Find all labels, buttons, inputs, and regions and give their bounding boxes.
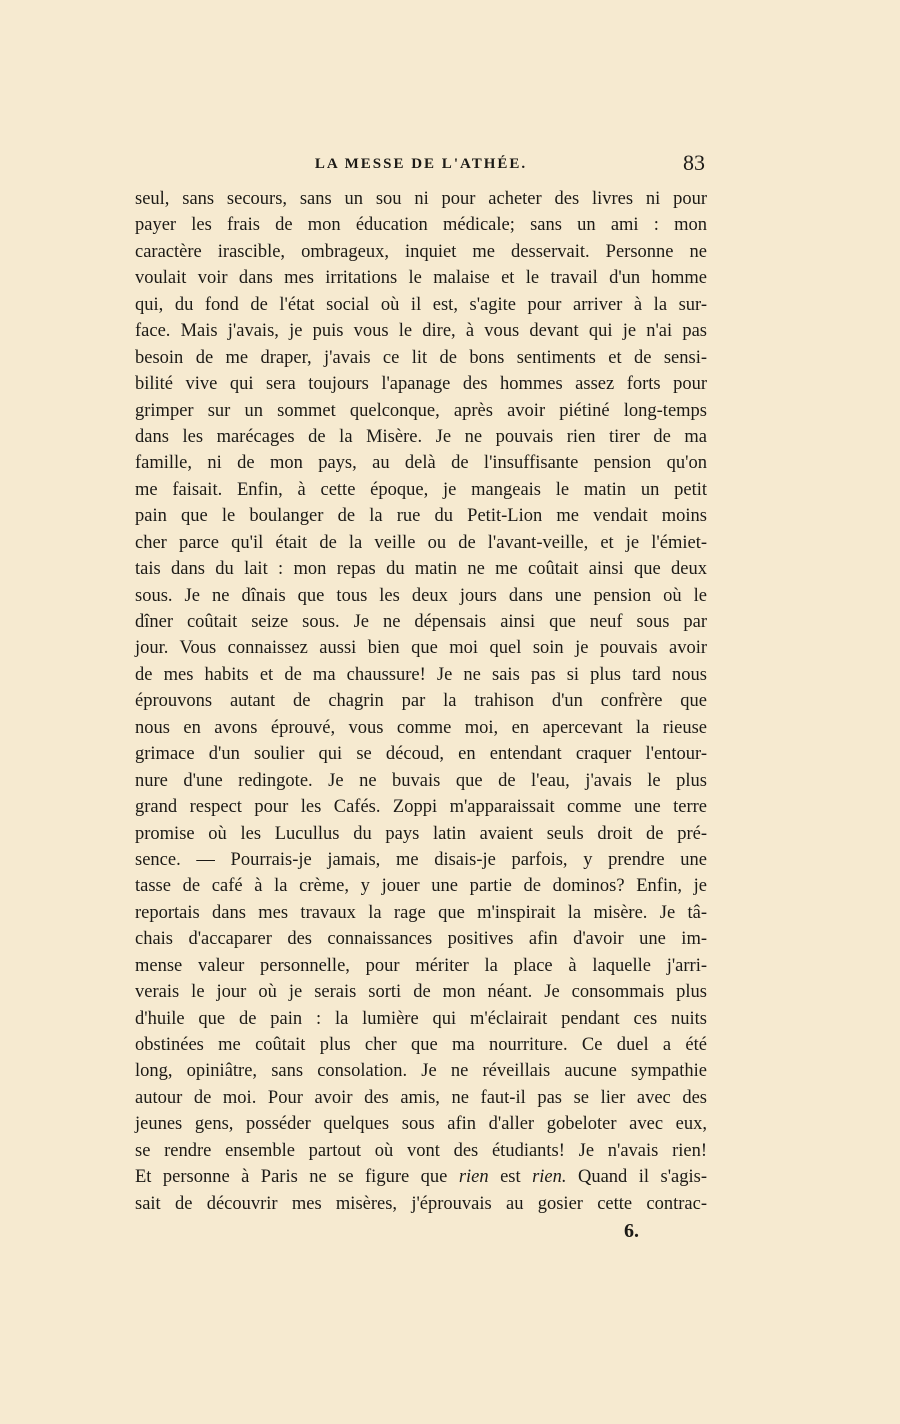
text-line: grimper sur un sommet quelconque, après avoir piétiné long-temps <box>135 400 707 421</box>
text-segment: Et personne à Paris ne se figure que <box>135 1167 459 1188</box>
running-header <box>135 150 707 180</box>
text-line: mense valeur personnelle, pour mériter la place à laquelle j'arri- <box>135 955 707 976</box>
text-line: voulait voir dans mes irritations le malaise et le travail d'un homme <box>135 268 707 289</box>
text-line: face. Mais j'avais, je puis vous le dire, à vous devant qui je n'ai pas <box>135 321 707 342</box>
text-segment: Quand il s'agis- <box>566 1167 707 1188</box>
text-line: tasse de café à la crème, y jouer une partie de dominos? Enfin, je <box>135 876 707 897</box>
text-line: seul, sans secours, sans un sou ni pour acheter des livres ni pour <box>135 189 707 209</box>
text-line: d'huile que de pain : la lumière qui m'éclairait pendant ces nuits <box>135 1008 707 1029</box>
text-line <box>135 1164 707 1190</box>
text-line: se rendre ensemble partout où vont des étudiants! Je n'avais rien! <box>135 1140 707 1161</box>
text-line: nure d'une redingote. Je ne buvais que de l'eau, j'avais le plus <box>135 770 707 791</box>
text-line: grimace d'un soulier qui se découd, en entendant craquer l'entour- <box>135 744 707 765</box>
text-line: jour. Vous connaissez aussi bien que moi quel soin je pouvais avoir <box>135 638 707 659</box>
text-line: dans les marécages de la Misère. Je ne pouvais rien tirer de ma <box>135 426 707 447</box>
text-line: besoin de me draper, j'avais ce lit de bons sentiments et de sensi- <box>135 347 707 368</box>
text-line: famille, ni de mon pays, au delà de l'insuffisante pension qu'on <box>135 453 707 474</box>
text-line: cher parce qu'il était de la veille ou de l'avant-veille, et je l'émiet- <box>135 532 707 553</box>
text-line: chais d'accaparer des connaissances positives afin d'avoir une im- <box>135 929 707 950</box>
text-line: jeunes gens, posséder quelques sous afin d'aller gobeloter avec eux, <box>135 1114 707 1135</box>
text-line: dîner coûtait seize sous. Je ne dépensais ainsi que neuf sous par <box>135 612 707 632</box>
text-line: payer les frais de mon éducation médicale; sans un ami : mon <box>135 215 707 236</box>
text-line: bilité vive qui sera toujours l'apanage des hommes assez forts pour <box>135 374 707 395</box>
text-line: qui, du fond de l'état social où il est, s'agite pour arriver à la sur- <box>135 294 707 315</box>
text-line: reportais dans mes travaux la rage que m'inspirait la misère. Je tâ- <box>135 902 707 923</box>
text-line: autour de moi. Pour avoir des amis, ne faut-il pas se lier avec des <box>135 1087 707 1108</box>
text-line: me faisait. Enfin, à cette époque, je mangeais le matin un petit <box>135 479 707 500</box>
signature-mark: 6. <box>624 1220 639 1242</box>
text-line: promise où les Lucullus du pays latin avaient seuls droit de pré- <box>135 823 707 844</box>
text-line: obstinées me coûtait plus cher que ma nourriture. Ce duel a été <box>135 1035 707 1055</box>
text-line: sait de découvrir mes misères, j'éprouvais au gosier cette contrac- <box>135 1193 707 1214</box>
page-number: 83 <box>683 150 705 175</box>
text-segment: est <box>488 1167 533 1188</box>
text-line: nous en avons éprouvé, vous comme moi, en apercevant la rieuse <box>135 717 707 738</box>
text-line: long, opiniâtre, sans consolation. Je ne réveillais aucune sympathie <box>135 1061 707 1082</box>
text-line: sence. — Pourrais-je jamais, me disais-je parfois, y prendre une <box>135 849 707 870</box>
italic-word: rien. <box>532 1167 567 1188</box>
text-line: tais dans du lait : mon repas du matin ne me coûtait ainsi que deux <box>135 559 707 580</box>
text-line: de mes habits et de ma chaussure! Je ne sais pas si plus tard nous <box>135 664 707 685</box>
text-line: éprouvons autant de chagrin par la trahison d'un confrère que <box>135 691 707 712</box>
text-line: caractère irascible, ombrageux, inquiet me desservait. Personne ne <box>135 241 707 262</box>
italic-word: rien <box>458 1167 489 1188</box>
running-title: LA MESSE DE L'ATHÉE. <box>314 156 528 172</box>
text-line: sous. Je ne dînais que tous les deux jours dans une pension où le <box>135 585 707 606</box>
text-line: pain que le boulanger de la rue du Petit-Lion me vendait moins <box>135 506 707 527</box>
text-line: grand respect pour les Cafés. Zoppi m'apparaissait comme une terre <box>135 797 707 818</box>
body-text <box>135 186 707 1217</box>
text-line: verais le jour où je serais sorti de mon néant. Je consommais plus <box>135 982 707 1003</box>
